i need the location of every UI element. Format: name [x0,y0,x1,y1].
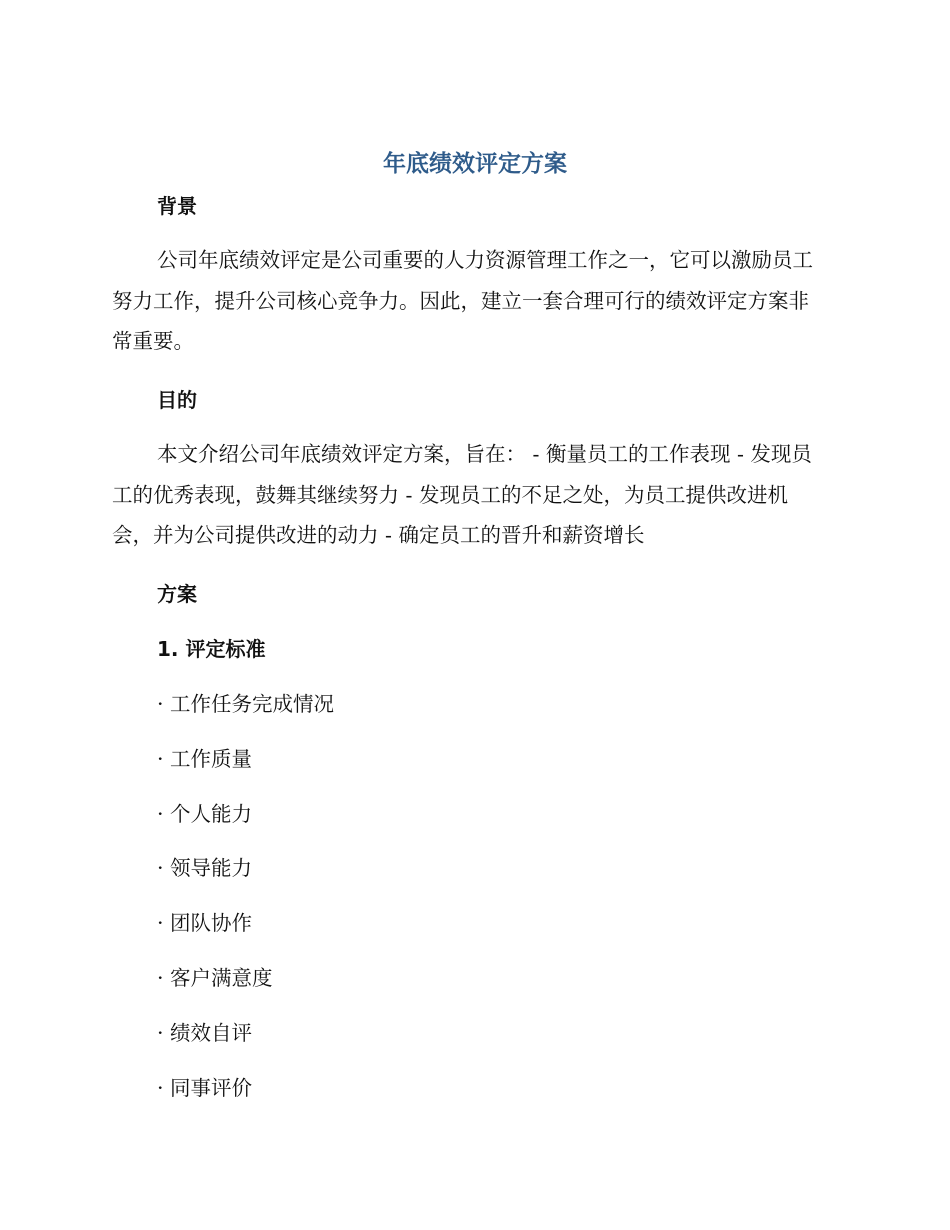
criteria-item: · 领导能力 [157,856,253,880]
document-title: 年底绩效评定方案 [383,151,567,177]
section-heading-background: 背景 [157,194,197,218]
background-paragraph: 公司年底绩效评定是公司重要的人力资源管理工作之一，它可以激励员工努力工作，提升公司核心竞争力。因此，建立一套合理可行的绩效评定方案非常重要。 [112,248,813,353]
criteria-item: · 团队协作 [157,911,253,935]
criteria-item: · 工作任务完成情况 [157,692,335,716]
section-heading-purpose: 目的 [157,388,197,412]
criteria-item: · 同事评价 [157,1076,253,1100]
purpose-paragraph: 本文介绍公司年底绩效评定方案，旨在： - 衡量员工的工作表现 - 发现员工的优秀表现，鼓舞其继续努力 - 发现员工的不足之处，为员工提供改进机会，并为公司提供改进的动力 - 确定员工的晋升和薪资增长 [112,442,812,547]
criteria-item: · 绩效自评 [157,1021,253,1045]
criteria-item: · 客户满意度 [157,966,273,990]
criteria-item: · 工作质量 [157,747,253,771]
subheading-criteria: 1. 评定标准 [157,637,266,661]
criteria-item: · 个人能力 [157,802,253,826]
section-heading-plan: 方案 [157,582,197,606]
